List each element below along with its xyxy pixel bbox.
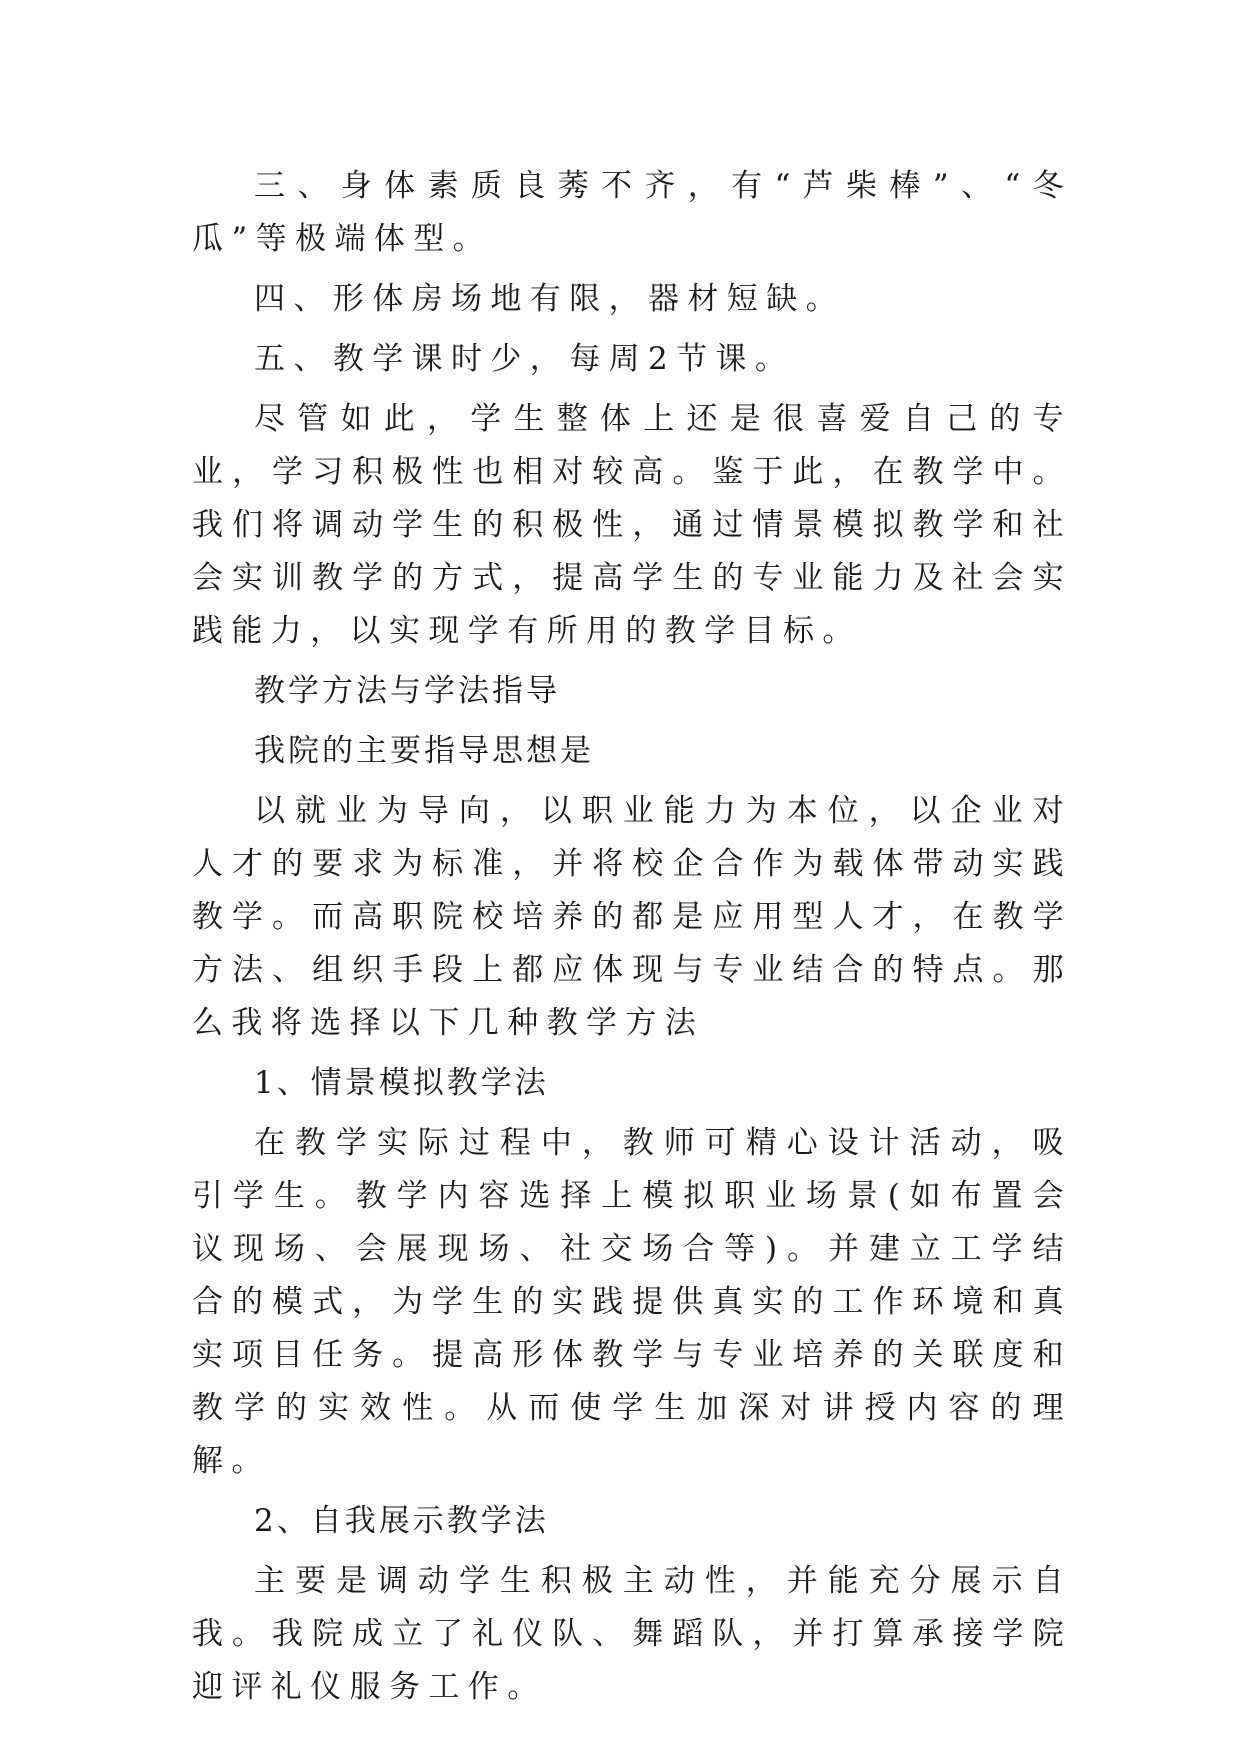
paragraph-point-three: 三、身体素质良莠不齐，有“芦柴棒”、“冬瓜”等极端体型。: [192, 168, 1072, 257]
paragraph-summary: 尽管如此，学生整体上还是很喜爱自己的专业，学习积极性也相对较高。鉴于此，在教学中。我们将调动学生的积极性，通过情景模拟教学和社会实训教学的方式，提高学生的专业能力及社会实践能力，以实现学有所用的教学目标。: [192, 401, 1072, 649]
subheading-self-presentation: 2、自我展示教学法: [254, 1503, 549, 1539]
section-heading-teaching-methods: 教学方法与学法指导: [254, 673, 560, 709]
paragraph-guiding-idea: 以就业为导向，以职业能力为本位，以企业对人才的要求为标准，并将校企合作为载体带动实践教学。而高职院校培养的都是应用型人才，在教学方法、组织手段上都应体现与专业结合的特点。那么我将选择以下几种教学方法: [192, 793, 1072, 1041]
paragraph-self-presentation: 主要是调动学生积极主动性，并能充分展示自我。我院成立了礼仪队、舞蹈队，并打算承接学院迎评礼仪服务工作。: [192, 1563, 1072, 1705]
paragraph-guiding-idea-intro: 我院的主要指导思想是: [254, 733, 594, 769]
paragraph-point-four: 四、形体房场地有限，器材短缺。: [254, 281, 845, 317]
paragraph-point-five: 五、教学课时少，每周2节课。: [254, 341, 795, 377]
document-body: [192, 160, 1072, 1714]
subheading-scenario-simulation: 1、情景模拟教学法: [254, 1065, 549, 1101]
paragraph-scenario-simulation: 在教学实际过程中，教师可精心设计活动，吸引学生。教学内容选择上模拟职业场景(如布置会议现场、会展现场、社交场合等)。并建立工学结合的模式，为学生的实践提供真实的工作环境和真实项目任务。提高形体教学与专业培养的关联度和教学的实效性。从而使学生加深对讲授内容的理解。: [192, 1125, 1072, 1479]
